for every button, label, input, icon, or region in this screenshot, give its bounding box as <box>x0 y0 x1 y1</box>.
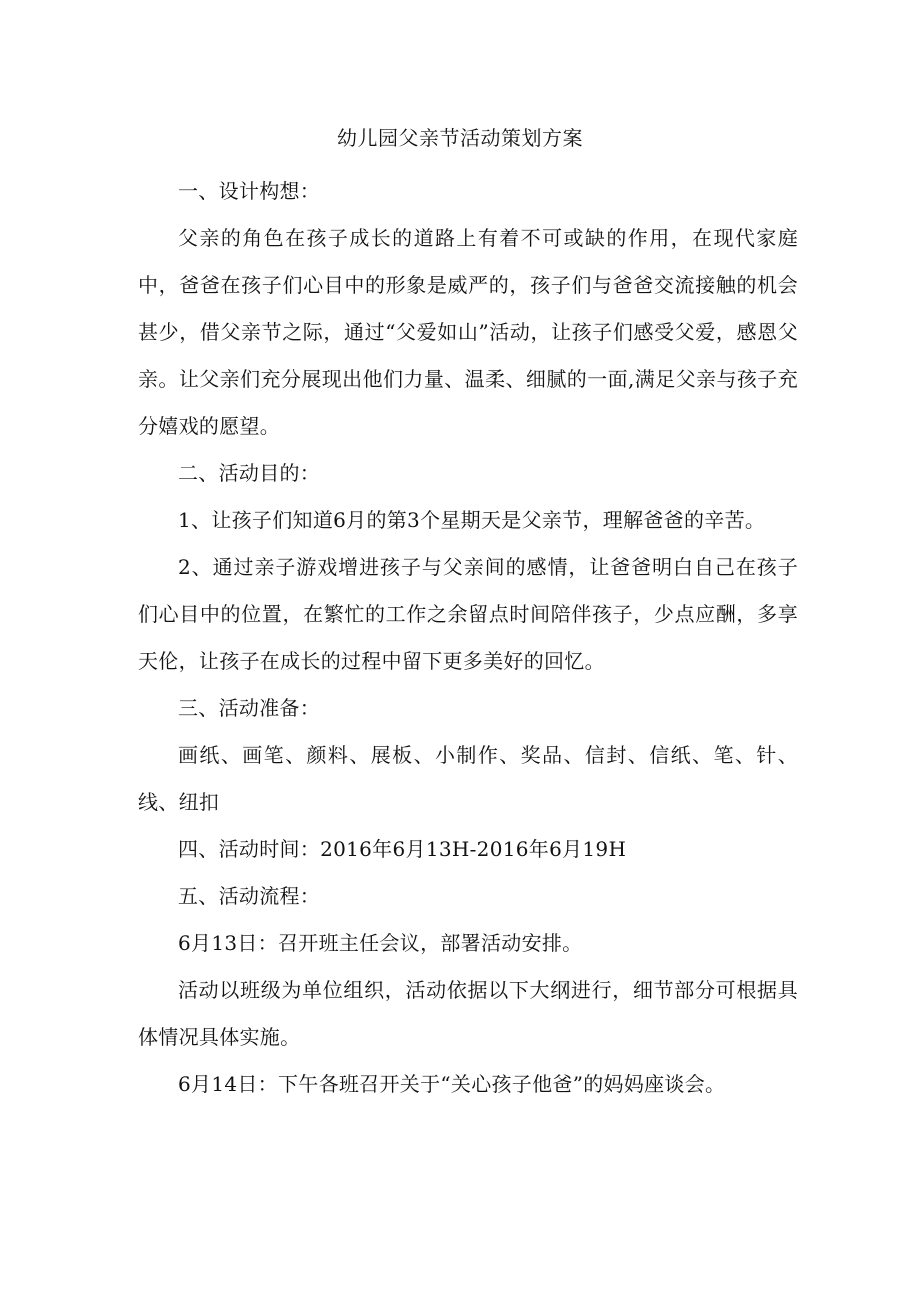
paragraph-june-14: 6月14日：下午各班召开关于“关心孩子他爸”的妈妈座谈会。 <box>178 1072 726 1096</box>
section-heading-design: 一、设计构想： <box>178 179 321 203</box>
section-heading-purpose: 二、活动目的： <box>178 461 321 485</box>
paragraph-design-concept: 父亲的角色在孩子成长的道路上有着不可或缺的作用，在现代家庭中，爸爸在孩子们心目中的形象是威严的，孩子们与爸爸交流接触的机会甚少，借父亲节之际，通过“父爱如山”活动，让孩子们感受父爱，感恩父亲。让父亲们充分展现出他们力量、温柔、细腻的一面,满足父亲与孩子充分嬉戏的愿望。 <box>138 226 798 438</box>
document-title: 幼儿园父亲节活动策划方案 <box>337 126 583 150</box>
paragraph-organization: 活动以班级为单位组织，活动依据以下大纲进行，细节部分可根据具体情况具体实施。 <box>138 978 798 1049</box>
section-heading-time: 四、活动时间：2016年6月13H-2016年6月19H <box>178 837 627 861</box>
section-heading-preparation: 三、活动准备： <box>178 696 321 720</box>
paragraph-materials: 画纸、画笔、颜料、展板、小制作、奖品、信封、信纸、笔、针、线、纽扣 <box>138 743 798 814</box>
section-heading-process: 五、活动流程： <box>178 884 321 908</box>
paragraph-purpose-1: 1、让孩子们知道6月的第3个星期天是父亲节，理解爸爸的辛苦。 <box>178 508 766 532</box>
paragraph-june-13: 6月13日：召开班主任会议，部署活动安排。 <box>178 931 583 955</box>
paragraph-purpose-2: 2、通过亲子游戏增进孩子与父亲间的感情，让爸爸明白自己在孩子们心目中的位置，在繁忙的工作之余留点时间陪伴孩子，少点应酬，多享天伦，让孩子在成长的过程中留下更多美好的回忆。 <box>138 555 798 673</box>
document-body <box>138 168 798 1108</box>
